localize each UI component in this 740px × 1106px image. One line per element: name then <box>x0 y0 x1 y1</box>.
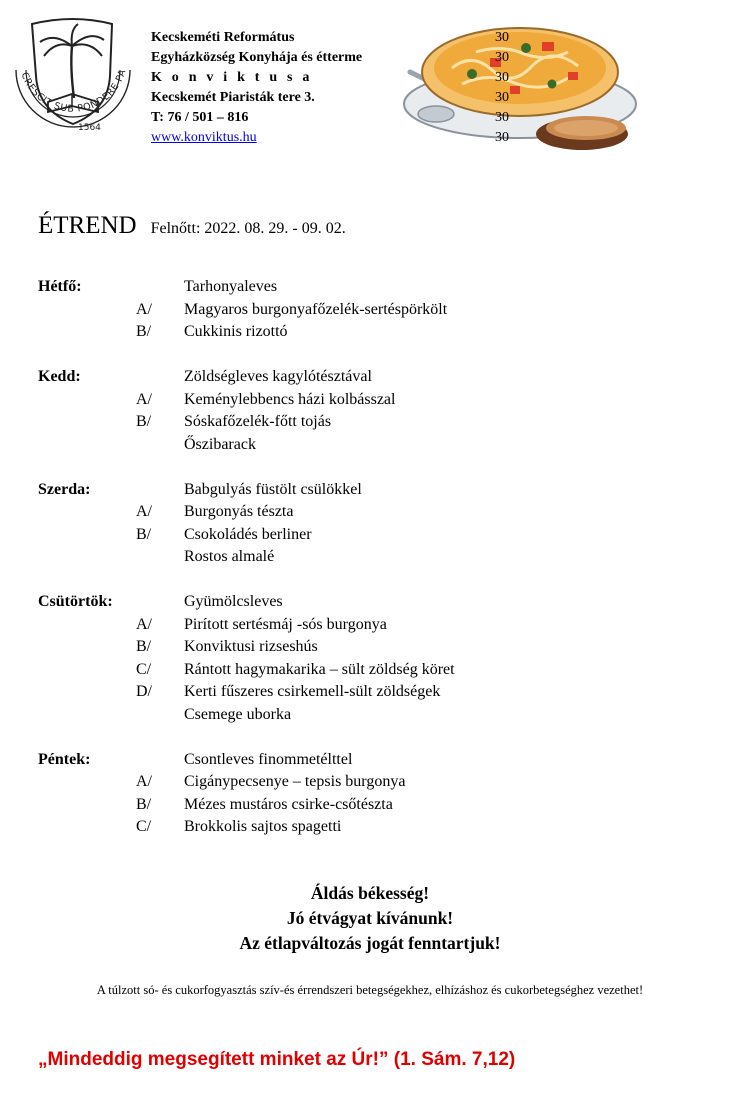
option-label: A/ <box>136 300 152 318</box>
number-3: 30 <box>495 90 509 105</box>
number-column <box>495 28 509 148</box>
svg-text:CRESCIT SUB PONDERE PALMA: CRESCIT SUB PONDERE PA <box>18 67 129 115</box>
option-label: B/ <box>136 795 152 813</box>
option-label: A/ <box>136 615 152 633</box>
number-2: 30 <box>495 70 509 85</box>
dish-name: Keménylebbencs házi kolbásszal <box>184 390 396 408</box>
day-name: Kedd: <box>38 368 81 385</box>
dish-name: Csemege uborka <box>184 705 292 723</box>
day-name: Hétfő: <box>38 278 82 295</box>
dish-name: Brokkolis sajtos spagetti <box>184 818 342 835</box>
appetite-line: Jó étvágyat kívánunk! <box>286 908 454 928</box>
dish-name: Cigánypecsenye – tepsis burgonya <box>184 773 406 790</box>
blessing-line: Áldás békesség! <box>310 883 430 903</box>
org-name: Kecskeméti Református <box>151 30 295 45</box>
option-label: A/ <box>136 773 152 790</box>
dish-name: Csokoládés berliner <box>184 525 312 543</box>
organization-info <box>151 28 362 148</box>
dish-name: Cukkinis rizottó <box>184 323 288 340</box>
option-label: B/ <box>136 323 152 340</box>
org-line-3: K o n v i k t u s a <box>151 70 313 85</box>
number-0: 30 <box>495 30 509 45</box>
org-address: Kecskemét Piaristák tere 3. <box>151 90 315 105</box>
dish-name: Gyümölcsleves <box>184 593 283 610</box>
church-logo <box>4 6 142 144</box>
dish-name: Sóskafőzelék-főtt tojás <box>184 413 332 430</box>
dish-name: Őszibarack <box>184 435 256 453</box>
day-name: Csütörtök: <box>38 593 113 610</box>
dish-name: Rántott hagymakarika – sült zöldség köret <box>184 660 455 678</box>
dish-name: Mézes mustáros csirke-csőtészta <box>184 795 393 813</box>
website-link[interactable]: www.konviktus.hu <box>151 130 257 145</box>
dish-name: Rostos almalé <box>184 548 275 565</box>
number-5: 30 <box>495 130 509 145</box>
dish-name: Zöldségleves kagylótésztával <box>184 368 372 385</box>
option-label: C/ <box>136 818 152 835</box>
number-4: 30 <box>495 110 509 125</box>
number-1: 30 <box>495 50 509 65</box>
day-name: Szerda: <box>38 480 91 498</box>
dish-name: Burgonyás tészta <box>184 503 294 520</box>
page-title: ÉTREND <box>38 212 137 239</box>
option-label: B/ <box>136 525 152 543</box>
soup-illustration <box>392 12 642 160</box>
dish-name: Magyaros burgonyafőzelék-sertéspörkölt <box>184 300 448 318</box>
option-label: C/ <box>136 660 152 678</box>
soup-bowl-bread-icon <box>392 12 642 160</box>
menu-title <box>38 212 346 240</box>
svg-text:1564: 1564 <box>78 123 101 133</box>
bible-verse: „Mindeddig megsegített minket az Úr!” (1. Sám. 7,12) <box>38 1049 516 1070</box>
dish-name: Pirított sertésmáj -sós burgonya <box>184 615 387 633</box>
dish-name: Csontleves finommetélttel <box>184 750 353 768</box>
change-notice: Az étlapváltozás jogát fenntartjuk! <box>239 933 501 953</box>
date-range: Felnőtt: 2022. 08. 29. - 09. 02. <box>150 220 346 237</box>
org-line-2: Egyházközség Konyhája és étterme <box>151 50 363 65</box>
dish-name: Babgulyás füstölt csülökkel <box>184 480 362 498</box>
dish-name: Tarhonyaleves <box>184 278 278 295</box>
org-phone: T: 76 / 501 – 816 <box>151 110 249 125</box>
dish-name: Konviktusi rizseshús <box>184 638 318 655</box>
option-label: A/ <box>136 503 152 520</box>
palm-book-seal-icon <box>4 6 142 144</box>
day-name: Péntek: <box>38 750 91 768</box>
option-label: B/ <box>136 638 152 655</box>
option-label: D/ <box>136 683 152 700</box>
option-label: B/ <box>136 413 152 430</box>
blessing-block <box>0 881 740 956</box>
health-warning: A túlzott só- és cukorfogyasztás szív-és érrendszeri betegségekhez, elhízáshoz és cukorbetegséghez vezethet! <box>96 983 644 997</box>
option-label: A/ <box>136 390 152 408</box>
dish-name: Kerti fűszeres csirkemell-sült zöldségek <box>184 683 441 700</box>
